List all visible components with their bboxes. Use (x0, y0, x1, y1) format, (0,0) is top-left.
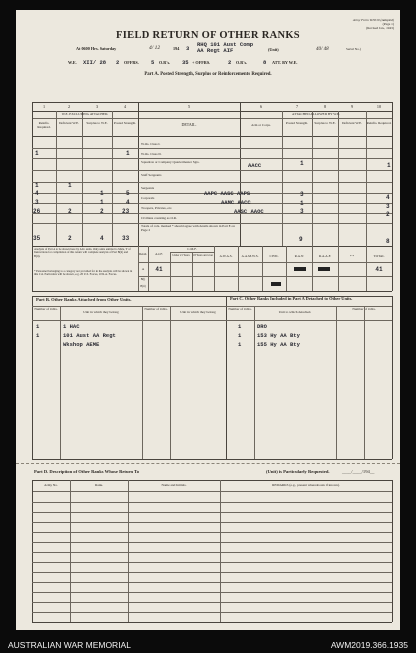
reinf-pte: 26 (33, 208, 41, 215)
def-total: 2 (68, 235, 72, 242)
offrs-1-value: 2 (116, 59, 120, 66)
def-ssgt: 1 (68, 182, 72, 189)
year-prefix: 194 (173, 46, 180, 51)
header-deficient: Deficient W.E. (58, 121, 80, 125)
def-pte: 2 (68, 208, 72, 215)
part-a-title: Part A. Posted Strength, Surplus or Reinforcements Required. (144, 72, 272, 77)
surplus-sgt: 1 (100, 190, 104, 197)
reinf-wo1: 1 (35, 150, 39, 157)
detail-cpl: Corporals (141, 196, 155, 200)
detail-cqms: Squadron or Company Quartermaster Sgts. (141, 160, 200, 164)
part-b-unit: Wkshop AEME (63, 341, 100, 348)
part-c-number: 1 (238, 332, 242, 339)
total-value: 41 (375, 266, 383, 273)
detail-totals: Totals of cols. marked * should agree with details shown in Part E on Page 2 (141, 224, 235, 232)
attached-header: ATTACHED ALLOWED BY W.E. (292, 112, 340, 116)
r-posted-pte: 3 (300, 208, 304, 215)
serial-value: 40/ 48 (316, 47, 329, 52)
part-b-col-number: Number of O.Rs. (34, 307, 58, 311)
r-reinf-total: 8 (386, 238, 390, 245)
posted-total: 33 (122, 235, 130, 242)
aif-header: A.I.F. (155, 252, 163, 256)
date-value: 4/ 12 (149, 45, 161, 51)
part-b-col-unit-2: Unit in which they belong (180, 310, 216, 314)
redaction-mark (294, 267, 306, 271)
header-arm: Arm or Corps. (251, 123, 271, 127)
col-number: 3 (95, 104, 99, 109)
detail-header: DETAIL. (181, 122, 197, 127)
ors-1-value: 5 (151, 59, 155, 66)
year-suffix: 3 (186, 45, 190, 52)
part-d-date: ____/____/194__ (342, 469, 375, 474)
r-posted-cpl: 1 (300, 200, 304, 207)
cmf-header: C.M.F. (187, 247, 197, 251)
unit-label: (Unit) (268, 47, 279, 52)
redaction-mark (318, 267, 330, 271)
form-sheet (16, 10, 400, 630)
header-posted: Posted Strength. (113, 121, 137, 125)
part-c-col-number-2: Number of O.Rs. (352, 307, 376, 311)
arm-wo2: AACC (248, 162, 262, 169)
col-number: 1 (42, 104, 46, 109)
analysis-row-bii: B(ii) (140, 285, 146, 288)
header-r-reinf: Reinfts. Required. (366, 121, 392, 125)
part-c-number: 1 (238, 323, 242, 330)
part-b-number: 1 (36, 323, 40, 330)
arm-cpl: AAMC AACC (221, 199, 251, 206)
cmf-18-over: 18 Years and over (192, 254, 214, 257)
part-b-unit: 101 Aust AA Regt (63, 332, 116, 339)
col-number: 10 (376, 104, 382, 109)
col-number: 5 (187, 104, 191, 109)
total-header: TOTAL (373, 254, 385, 258)
header-r-deficient: Deficient W.E. (341, 121, 363, 125)
form-ref: Army Form W.3010 (Adapted) (352, 18, 394, 22)
r-posted-sgt: 3 (300, 191, 304, 198)
surplus-pte: 2 (100, 208, 104, 215)
r-reinf-sgt: 4 (386, 194, 390, 201)
part-c-unit: 153 Hy AA Bty (257, 332, 300, 339)
part-b-number: 1 (36, 332, 40, 339)
part-c-title: Part C. Other Ranks Included in Part A Detached to Other Units. (230, 296, 353, 301)
reinf-ssgt: 1 (35, 182, 39, 189)
arm-pte: AASC AAOC (234, 208, 264, 215)
part-d-col-name: Name and Initials. (161, 483, 187, 487)
col-number: 7 (295, 104, 299, 109)
plus-offrs-label: + OFFRS. (192, 60, 211, 65)
analysis-note-2: * Personnel belonging to a category not provided for in the analysis will be shown in this Col. Particulars will be shown, e.g. 20 U.S. Forces, 10 R.A. Forces. (34, 269, 133, 277)
form-title: FIELD RETURN OF OTHER RANKS (116, 30, 300, 41)
col-number: 4 (123, 104, 127, 109)
ran-header: R.A.N (294, 254, 304, 258)
analysis-row-bi: B(i) (140, 278, 146, 281)
archive-credit: AUSTRALIAN WAR MEMORIAL (8, 640, 131, 650)
detail-wo1: W.Os. Class I. (141, 142, 161, 146)
detail-sgt: Sergeants (141, 186, 155, 190)
part-c-unit: 155 Hy AA Bty (257, 341, 300, 348)
detail-civ: Civilians counting as O.R. (141, 216, 177, 220)
we-label: W.E. (68, 60, 77, 65)
we-excl-header: W.E. EXCLUDING ATTACHED. (61, 112, 109, 116)
posted-wo1: 1 (126, 150, 130, 157)
part-d-col-army-no: Army No. (44, 483, 58, 487)
we-value: XII/ 28 (83, 59, 107, 66)
offrs-label: OFFRS. (124, 60, 139, 65)
analysis-row-a: A (141, 267, 145, 271)
part-c-number: 1 (238, 341, 242, 348)
reinf-total: 35 (33, 235, 41, 242)
att-value: 8 (263, 59, 267, 66)
posted-pte: 23 (122, 208, 130, 215)
arm-sgt: AAPC AASC AAPS (204, 190, 251, 197)
surplus-total: 4 (100, 235, 104, 242)
unit-name-1: RHQ 101 Aust Comp (197, 41, 254, 48)
ors-2-value: 2 (228, 59, 232, 66)
analysis-detail-header: Detail. (138, 252, 148, 256)
header-surplus: Surplus to W.E. (86, 121, 108, 125)
awas-header: A.W.A.S. (219, 254, 233, 258)
part-d-col-rank: Rank. (94, 483, 103, 487)
att-label: ATT. BY W.E. (272, 60, 298, 65)
col-number: 2 (67, 104, 71, 109)
r-posted-wo2: 1 (300, 160, 304, 167)
reinf-cpl: 3 (35, 199, 39, 206)
r-reinf-pte: 2 (386, 211, 390, 218)
serial-label: Serial No.) (346, 47, 361, 51)
part-c-col-unit: Unit to which detached. (278, 310, 312, 314)
part-b-col-number-2: Number of O.Rs. (144, 307, 168, 311)
other-header: * * (349, 254, 355, 258)
part-c-col-number: Number of O.Rs. (228, 307, 252, 311)
posted-sgt: 5 (126, 190, 130, 197)
form-page: (Page 1) (382, 22, 394, 26)
civil-header: CIVIL (269, 254, 279, 258)
detail-pte: Troopers, Privates, etc. (141, 206, 173, 210)
col-number: 8 (323, 104, 327, 109)
redaction-mark (271, 282, 281, 286)
aif-value: 41 (155, 266, 163, 273)
raaf-header: R.A.A.F. (318, 254, 332, 258)
ors-2-label: O.R's. (236, 60, 248, 65)
r-reinf-wo2: 1 (387, 162, 391, 169)
reinf-sgt: 4 (35, 190, 39, 197)
surplus-cpl: 1 (100, 199, 104, 206)
part-d-title: Part D. Description of Other Ranks Whose Return To (34, 469, 140, 474)
part-d-col-remarks: REMARKS (e.g., present whereabouts if known). (272, 483, 340, 487)
detail-ssgt: Staff Sergeants (141, 173, 162, 177)
ors-label: O.R's. (159, 60, 171, 65)
plus-offrs-value: 35 (182, 59, 189, 66)
part-b-title: Part B. Other Ranks Attached from Other Units. (36, 297, 132, 302)
archive-id: AWM2019.366.1935 (330, 640, 408, 650)
r-reinf-cpl: 3 (386, 203, 390, 210)
part-b-col-unit: Unit in which they belong (83, 310, 119, 314)
part-c-unit: DRO (257, 323, 267, 330)
header-r-posted: Posted Strength. (285, 121, 309, 125)
part-b-unit: 1 HAC (63, 323, 80, 330)
part-d-title-2: (Unit) is Particularly Requested. (266, 469, 330, 474)
col-number: 9 (350, 104, 354, 109)
header-reinf: Reinfts. Required. (37, 121, 51, 129)
posted-cpl: 4 (126, 199, 130, 206)
cmf-under-21: Under 21 Years (172, 254, 190, 257)
col-number: 6 (259, 104, 263, 109)
unit-name-2: AA Regt AIF (197, 47, 234, 54)
r-posted-total: 9 (299, 236, 303, 243)
analysis-note: Analysis of Part A to be shown here by ALL units. Only units entitled to Male, Y of Instructions for compilation of this return will complete analysis of Part B(ii) and B(ii). (34, 247, 131, 258)
header-r-surplus: Surplus to W.E. (314, 121, 336, 125)
at-label: At 0600 Hrs. Saturday (76, 46, 117, 51)
aamws-header: A.A.M.W.S. (241, 254, 259, 258)
detail-wo2: W.Os. Class II. (141, 152, 162, 156)
form-revised: (Revised Jan., 1943) (366, 26, 394, 30)
